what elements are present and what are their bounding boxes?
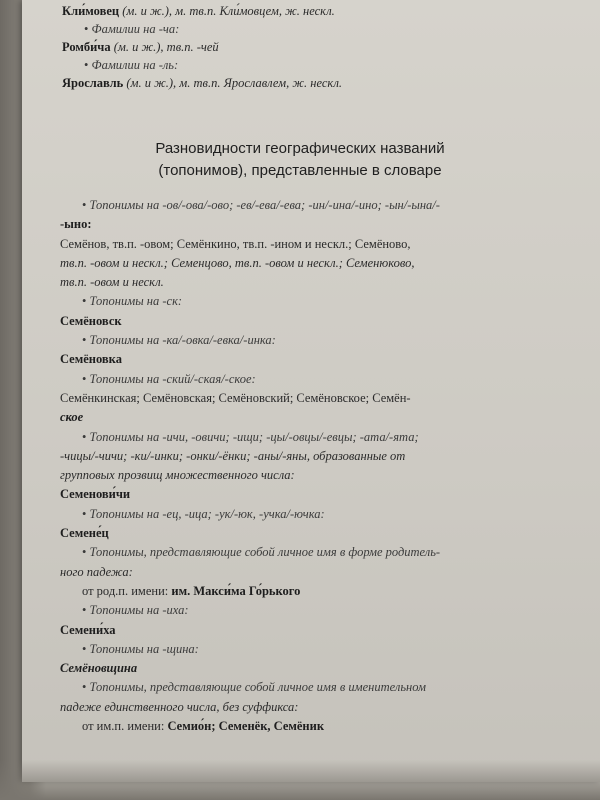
example-headword: Семёновск bbox=[60, 313, 122, 328]
rule-line-cont: -чицы/-чичи; -ки/-инки; -онки/-ёнки; -аны/-яны, образованные от bbox=[60, 448, 406, 463]
rule-line-cont: -ыно: bbox=[60, 217, 92, 232]
entry-forms: (м. и ж.), м. тв.п. Кли́мовцем, ж. нескл. bbox=[119, 4, 335, 18]
headword: Ромби́ча bbox=[62, 40, 111, 54]
example-line-cont: ское bbox=[60, 410, 84, 425]
example-line bbox=[60, 717, 542, 736]
rule-line: • Топонимы на -ец, -ица; -ук/-юк, -учка/-ючка: bbox=[60, 505, 542, 524]
example-headword: Семио́н; Семенёк, Семёник bbox=[167, 719, 325, 734]
rule-line: • Топонимы на -щина: bbox=[60, 640, 542, 659]
heading-line-1: Разновидности географических названий bbox=[155, 140, 445, 157]
surname-rule: • Фамилии на -ча: bbox=[62, 20, 542, 38]
example-headword: Семене́ц bbox=[60, 526, 109, 541]
entry-rombicha bbox=[62, 38, 542, 56]
rule-line-cont: ного падежа: bbox=[60, 564, 133, 579]
headword: Ярославль bbox=[62, 76, 124, 90]
example-line: Семёнов, тв.п. -овом; Семёнкино, тв.п. -ином и нескл.; Семёново, bbox=[60, 236, 411, 251]
example-headword: Семенови́чи bbox=[60, 487, 131, 502]
example-line: тв.п. -овом и нескл. bbox=[60, 275, 164, 290]
toponym-list bbox=[60, 196, 542, 736]
rule-line-cont: падеже единственного числа, без суффикса: bbox=[60, 699, 299, 714]
rule-line: • Топонимы на -ск: bbox=[60, 292, 542, 311]
rule-line-cont: групповых прозвищ множественного числа: bbox=[60, 468, 295, 483]
rule-line: • Топонимы на -ов/-ова/-ово; -ев/-ева/-ева; -ин/-ина/-ино; -ын/-ына/- bbox=[60, 196, 542, 215]
heading-line-2: (топонимов), представленные в словаре bbox=[158, 162, 442, 179]
example-headword: им. Макси́ма Го́рького bbox=[171, 583, 301, 598]
example-prefix: от им.п. имени: bbox=[82, 719, 168, 734]
rule-line: • Топонимы на -иха: bbox=[60, 601, 542, 620]
example-line: тв.п. -овом и нескл.; Семенцово, тв.п. -овом и нескл.; Семенюково, bbox=[60, 255, 415, 270]
rule-line: • Топонимы на -ский/-ская/-ское: bbox=[60, 370, 542, 389]
entry-yaroslavl bbox=[62, 74, 542, 92]
headword: Кли́мовец bbox=[62, 4, 120, 18]
example-headword: Семени́ха bbox=[60, 622, 116, 637]
rule-line: • Топонимы на -ичи, -овичи; -ищи; -цы/-овцы/-евцы; -ата/-ята; bbox=[60, 428, 542, 447]
rule-line: • Топонимы, представляющие собой личное имя в форме родитель- bbox=[60, 543, 542, 562]
rule-line: • Топонимы на -ка/-овка/-евка/-инка: bbox=[60, 331, 542, 350]
example-prefix: от род.п. имени: bbox=[82, 583, 172, 598]
entry-forms: (м. и ж.), тв.п. -чей bbox=[110, 40, 219, 54]
top-entries bbox=[62, 2, 542, 92]
photo-shadow bbox=[0, 760, 600, 800]
entry-klimovets bbox=[62, 2, 542, 20]
example-line: Семёнкинская; Семёновская; Семёновский; Семёновское; Семён- bbox=[60, 390, 411, 405]
section-heading bbox=[0, 138, 600, 182]
example-line bbox=[60, 582, 542, 601]
entry-forms: (м. и ж.), м. тв.п. Ярославлем, ж. нескл. bbox=[123, 76, 343, 90]
example-headword: Семёновка bbox=[60, 352, 122, 367]
rule-line: • Топонимы, представляющие собой личное имя в именительном bbox=[60, 678, 542, 697]
example-headword: Семёновщина bbox=[60, 661, 138, 676]
surname-rule: • Фамилии на -ль: bbox=[62, 56, 542, 74]
